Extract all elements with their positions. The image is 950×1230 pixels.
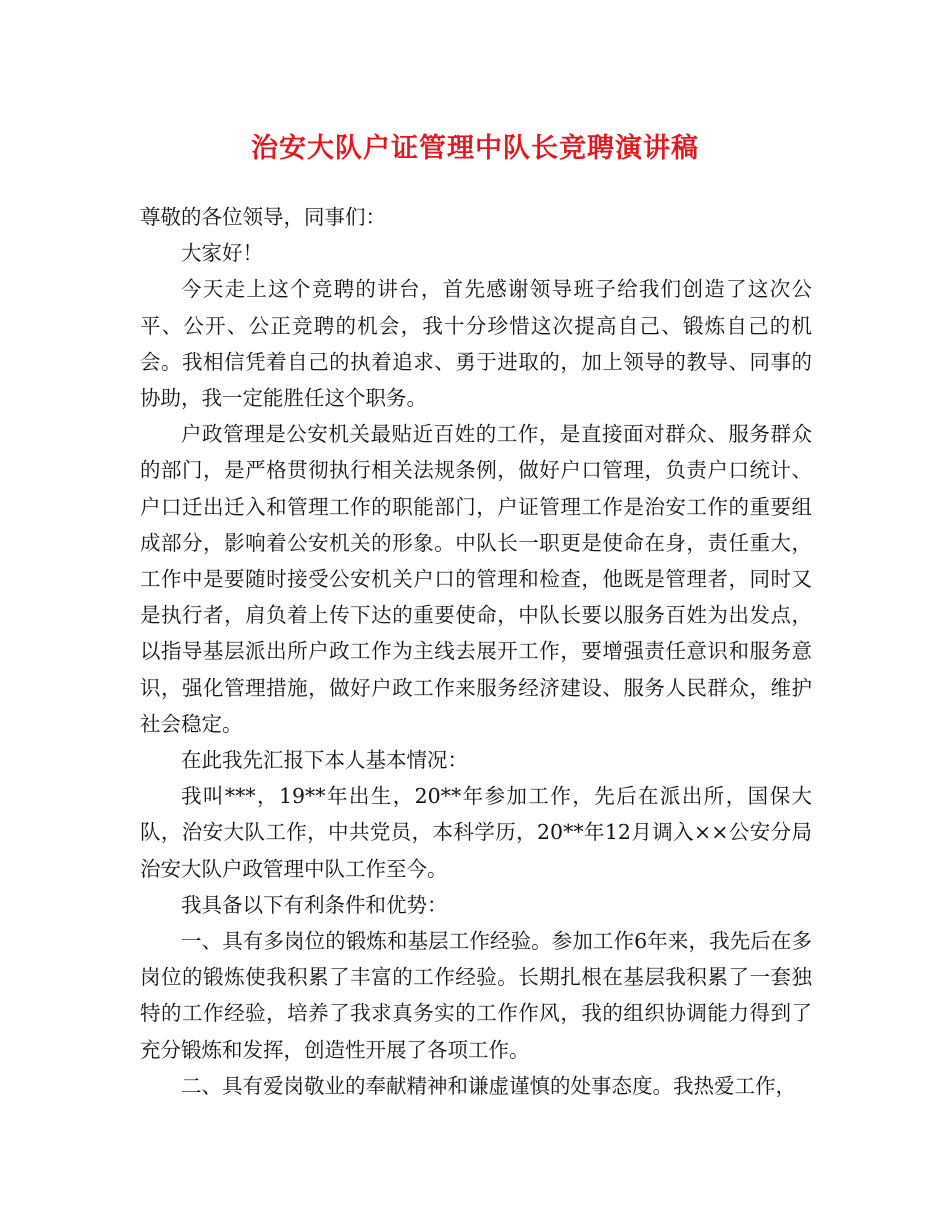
salutation: 尊敬的各位领导，同事们：: [140, 205, 386, 229]
paragraph-advantages-intro: 我具备以下有利条件和优势：: [181, 892, 448, 917]
paragraph-basic-info: 我叫***，19**年出生，20**年参加工作，先后在派出所，国保大队，治安大队工作，中共党员，本科学历，20**年12月调入××公安分局治安大队户政管理中队工作至今。: [140, 784, 812, 881]
paragraph-opening: 今天走上这个竞聘的讲台，首先感谢领导班子给我们创造了这次公平、公开、公正竞聘的机会，我十分珍惜这次提高自己、锻炼自己的机会。我相信凭着自己的执着追求、勇于进取的，加上领导的教导、同事的协助，我一定能胜任这个职务。: [140, 277, 812, 411]
paragraph-role-description: 户政管理是公安机关最贴近百姓的工作，是直接面对群众、服务群众的部门，是严格贯彻执行相关法规条例，做好户口管理，负责户口统计、户口迁出迁入和管理工作的职能部门，户证管理工作是治安工作的重要组成部分，影响着公安机关的形象。中队长一职更是使命在身，责任重大，工作中是要随时接受公安机关户口的管理和检查，他既是管理者，同时又是执行者，肩负着上传下达的重要使命，中队长要以服务百姓为出发点，以指导基层派出所户政工作为主线去展开工作，要增强责任意识和服务意识，强化管理措施，做好户政工作来服务经济建设、服务人民群众，维护社会稳定。: [140, 422, 812, 736]
paragraph-greeting: 大家好！: [181, 241, 263, 266]
paragraph-intro-basic-info: 在此我先汇报下本人基本情况：: [181, 748, 468, 773]
paragraph-advantage-one: 一、具有多岗位的锻炼和基层工作经验。参加工作6年来，我先后在多岗位的锻炼使我积累了丰富的工作经验。长期扎根在基层我积累了一套独特的工作经验，培养了我求真务实的工作作风，我的组织协调能力得到了充分锻炼和发挥，创造性开展了各项工作。: [140, 929, 812, 1062]
document-body: [140, 199, 812, 1104]
document-title: 治安大队户证管理中队长竞聘演讲稿: [251, 133, 699, 164]
paragraph-advantage-two: 二、具有爱岗敬业的奉献精神和谦虚谨慎的处事态度。我热爱工作，: [181, 1073, 796, 1098]
